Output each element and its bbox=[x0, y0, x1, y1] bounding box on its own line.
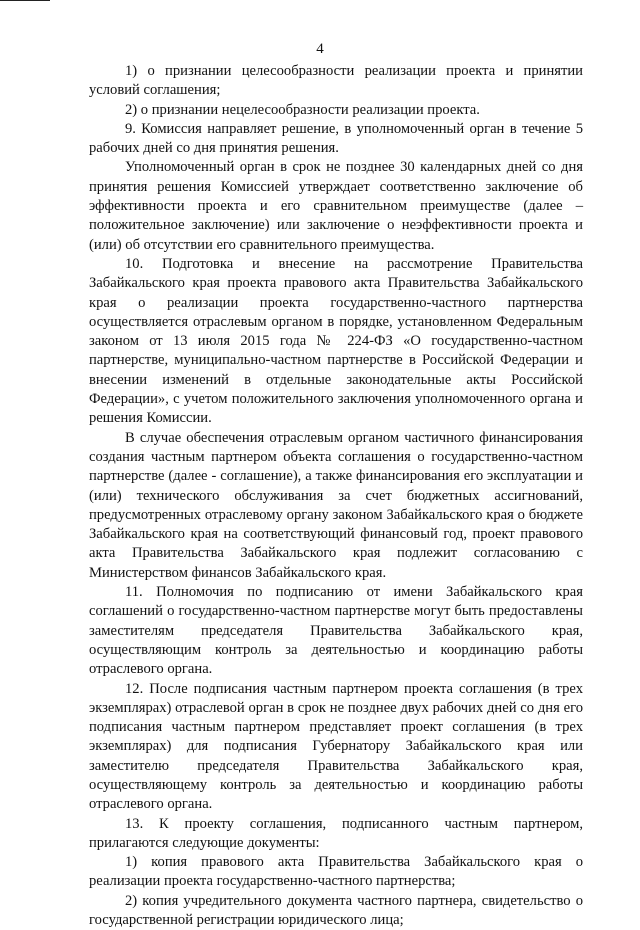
top-edge-rule bbox=[0, 0, 50, 1]
paragraph-8: 12. После подписания частным партнером проекта соглашения (в трех экземплярах) отраслевой орган в срок не позднее двух рабочих дней со дня его подписания частным партнером представляет проект соглашения (в трех экземплярах) для подписания Губернатору Забайкальского края или заместителю председателя Правительства Забайкальского края, осуществляющему контроль за деятельностью и координацию работы отраслевого органа. bbox=[89, 680, 583, 813]
paragraph-3: 9. Комиссия направляет решение, в уполномоченный орган в течение 5 рабочих дней со дня принятия решения. bbox=[89, 120, 583, 157]
paragraph-10: 1) копия правового акта Правительства Забайкальского края о реализации проекта государственно-частного партнерства; bbox=[89, 854, 583, 890]
paragraph-4: Уполномоченный орган в срок не позднее 30 календарных дней со дня принятия решения Комиссией утверждает соответственно заключение об эффективности проекта и его сравнительном преимуществе (далее – положительное заключение) или заключение о неэффективности проекта и (или) об отсутствии его сравнительного преимущества. bbox=[89, 159, 583, 253]
document-body bbox=[89, 62, 583, 930]
page-number: 4 bbox=[316, 41, 324, 57]
paragraph-1: 1) о признании целесообразности реализации проекта и принятии условий соглашения; bbox=[89, 63, 583, 99]
paragraph-7: 11. Полномочия по подписанию от имени Забайкальского края соглашений о государственно-частном партнерстве могут быть предоставлены заместителям председателя Правительства Забайкальского края, осуществляющим контроль за деятельностью и координацию работы отраслевого органа. bbox=[89, 584, 583, 678]
paragraph-5: 10. Подготовка и внесение на рассмотрение Правительства Забайкальского края проекта правового акта Правительства Забайкальского края о реализации проекта государственно-частного партнерства осуществляется отраслевым органом в порядке, установленном Федеральным законом от 13 июля 2015 года № 224-ФЗ «О государственно-частном партнерстве, муниципально-частном партнерстве в Российской Федерации и внесении изменений в отдельные законодательные акты Российской Федерации», с учетом положительного заключения уполномоченного органа и решения Комиссии. bbox=[89, 255, 583, 427]
paragraph-11: 2) копия учредительного документа частного партнера, свидетельство о государственной регистрации юридического лица; bbox=[89, 892, 583, 929]
paragraph-9: 13. К проекту соглашения, подписанного частным партнером, прилагаются следующие документы: bbox=[89, 815, 583, 851]
paragraph-6: В случае обеспечения отраслевым органом частичного финансирования создания частным партнером объекта соглашения о государственно-частном партнерстве (далее - соглашение), а также финансирования его эксплуатации и (или) технического обслуживания за счет бюджетных ассигнований, предусмотренных отраслевому органу законом Забайкальского края о бюджете Забайкальского края на соответствующий финансовый год, проект правового акта Правительства Забайкальского края подлежит согласованию с Министерством финансов Забайкальского края. bbox=[89, 429, 583, 581]
paragraph-2: 2) о признании нецелесообразности реализации проекта. bbox=[125, 101, 480, 118]
